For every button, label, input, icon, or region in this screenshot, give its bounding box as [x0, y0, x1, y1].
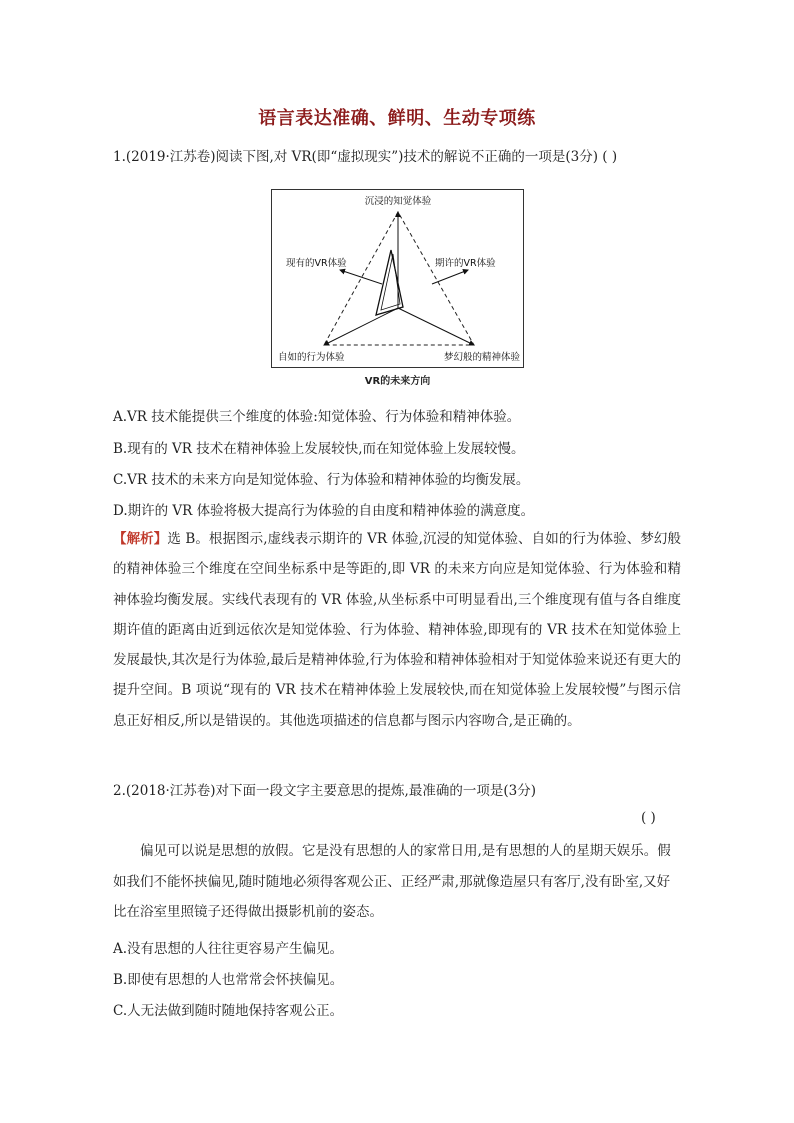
expected-triangle: [324, 212, 474, 345]
figure-caption: VR的未来方向: [364, 376, 431, 387]
explanation-text: 选 B。根据图示,虚线表示期许的 VR 体验,沉浸的知觉体验、自如的行为体验、梦幻般的精神体验三个维度在空间坐标系中是等距的,即 VR 的未来方向应是知觉体验、行为体验和精神体验均衡发展。实线代表现有的 VR 体验,从坐标系中可明显看出,三个维度现有值与各自维度期许值的距离由近到远依次是知觉体验、行为体验、精神体验,即现有的 VR 技术在知觉体验上发展最快,其次是行为体验,最后是精神体验,行为体验和精神体验相对于知觉体验来说还有更大的提升空间。B 项说“现有的 VR 技术在精神体验上发展较快,而在知觉体验上发展较慢”与图示信息正好相反,所以是错误的。其他选项描述的信息都与图示内容吻合,是正确的。: [113, 531, 682, 729]
arrow-current: [340, 270, 382, 284]
label-left-mid: 现有的VR体验: [286, 258, 347, 269]
question-2-stem: 2.(2018·江苏卷)对下面一段文字主要意思的提炼,最准确的一项是(3分): [113, 783, 536, 799]
q2-option-b: B.即使有思想的人也常常会怀挟偏见。: [113, 972, 344, 988]
page-title: 语言表达准确、鲜明、生动专项练: [258, 108, 536, 129]
question-2-answer-paren: ( ): [641, 810, 656, 826]
axis-bottom-left: [324, 308, 398, 345]
q1-option-d: D.期许的 VR 体验将极大提高行为体验的自由度和精神体验的满意度。: [113, 503, 535, 519]
arrow-expected: [432, 270, 468, 284]
question-1-stem: 1.(2019·江苏卷)阅读下图,对 VR(即“虚拟现实”)技术的解说不正确的一项是(3分) ( ): [113, 149, 618, 165]
q1-option-c: C.VR 技术的未来方向是知觉体验、行为体验和精神体验的均衡发展。: [113, 472, 530, 488]
label-right-mid: 期许的VR体验: [435, 258, 496, 269]
vr-diagram: [271, 189, 524, 368]
q1-explanation: [113, 524, 681, 736]
vr-diagram-svg: [272, 190, 525, 369]
q1-option-b: B.现有的 VR 技术在精神体验上发展较快,而在知觉体验上发展较慢。: [113, 441, 525, 457]
label-bottom-left: 自如的行为体验: [278, 352, 345, 363]
axis-bottom-right: [398, 308, 474, 345]
explanation-tag: 【解析】: [113, 531, 168, 547]
q2-option-a: A.没有思想的人往往更容易产生偏见。: [113, 941, 344, 957]
current-triangle: [376, 250, 403, 315]
question-2-passage: 偏见可以说是思想的放假。它是没有思想的人的家常日用,是有思想的人的星期天娱乐。假如我们不能怀挟偏见,随时随地必须得客观公正、正经严肃,那就像造屋只有客厅,没有卧室,又好比在浴室里照镜子还得做出摄影机前的姿态。: [113, 843, 671, 920]
q2-option-c: C.人无法做到随时随地保持客观公正。: [113, 1003, 344, 1019]
q1-option-a: A.VR 技术能提供三个维度的体验:知觉体验、行为体验和精神体验。: [113, 409, 521, 425]
label-bottom-right: 梦幻般的精神体验: [443, 352, 520, 363]
label-top: 沉浸的知觉体验: [364, 196, 432, 207]
